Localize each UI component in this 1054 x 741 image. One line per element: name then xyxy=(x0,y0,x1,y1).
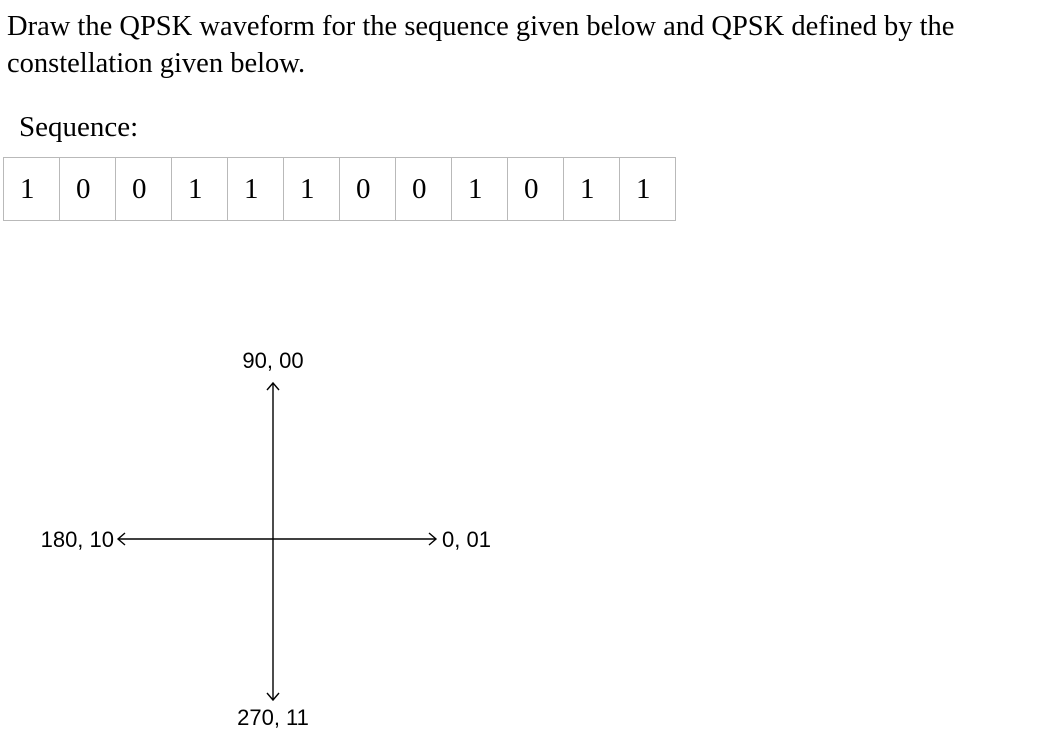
sequence-bit: 1 xyxy=(172,158,228,221)
arrowhead-down-icon xyxy=(267,693,279,700)
sequence-label: Sequence: xyxy=(19,111,139,143)
sequence-bit: 1 xyxy=(228,158,284,221)
sequence-bit: 1 xyxy=(620,158,676,221)
sequence-bit: 0 xyxy=(116,158,172,221)
constellation-axes xyxy=(118,383,436,700)
sequence-bit: 0 xyxy=(340,158,396,221)
point-label-right: 0, 01 xyxy=(442,527,491,552)
point-label-left: 180, 10 xyxy=(40,527,114,552)
sequence-bit: 1 xyxy=(564,158,620,221)
point-label-bottom: 270, 11 xyxy=(237,705,309,730)
sequence-bit: 0 xyxy=(396,158,452,221)
sequence-row xyxy=(4,158,676,221)
sequence-bit: 1 xyxy=(284,158,340,221)
point-label-top: 90, 00 xyxy=(242,348,304,373)
sequence-table xyxy=(3,157,676,221)
arrowhead-right-icon xyxy=(429,533,436,545)
sequence-bit: 0 xyxy=(508,158,564,221)
sequence-bit: 0 xyxy=(60,158,116,221)
question-text: Draw the QPSK waveform for the sequence given below and QPSK defined by the constellation given below. xyxy=(7,11,955,79)
arrowhead-left-icon xyxy=(118,533,125,545)
sequence-bit: 1 xyxy=(4,158,60,221)
sequence-bit: 1 xyxy=(452,158,508,221)
arrowhead-up-icon xyxy=(267,383,279,390)
